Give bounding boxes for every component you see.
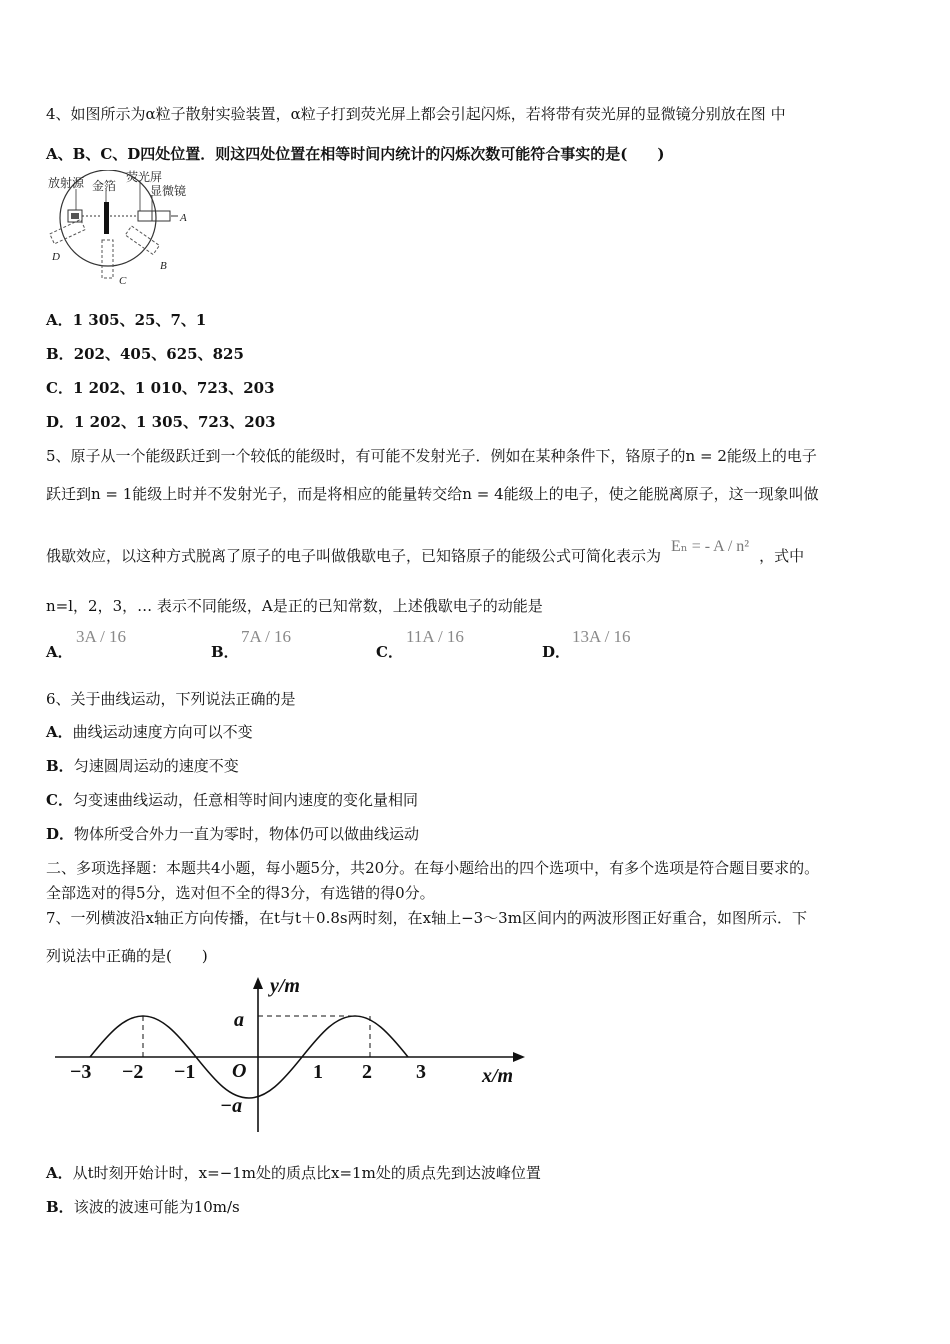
q4-option-c: C．1 202、1 010、723、203 <box>46 379 275 397</box>
y-axis-label: y/m <box>270 975 300 997</box>
q4-option-d: D．1 202、1 305、723、203 <box>46 413 276 431</box>
tick-label: −1 <box>174 1061 196 1083</box>
q5-line2: 跃迁到n = 1能级上时并不发射光子，而是将相应的能量转交给n = 4能级上的电子，使之能脱离原子，这一现象叫做 <box>46 485 819 503</box>
q7-line2: 列说法中正确的是( ) <box>46 947 208 965</box>
label-A: A <box>180 212 187 224</box>
section2-line1: 二、多项选择题：本题共4小题，每小题5分，共20分。在每小题给出的四个选项中，有多个选项是符合题目要求的。 <box>46 859 820 877</box>
energy-formula: Eₙ = - A / n² <box>671 538 750 555</box>
q4-stem-line2: A、B、C、D四处位置．则这四处位置在相等时间内统计的闪烁次数可能符合事实的是( ) <box>46 145 665 163</box>
label-C: C <box>119 275 127 287</box>
q6-option-c: C．匀变速曲线运动，任意相等时间内速度的变化量相同 <box>46 791 418 809</box>
origin-label: O <box>232 1060 247 1082</box>
tick-label: 1 <box>313 1061 323 1083</box>
label-screen: 荧光屏 <box>126 170 163 184</box>
q5-line4: n=l，2，3，… 表示不同能级，A是正的已知常数，上述俄歇电子的动能是 <box>46 597 543 615</box>
q5-option-b-letter: B． <box>211 643 239 661</box>
q5-option-a-letter: A． <box>46 643 73 661</box>
wave-graph <box>50 972 540 1137</box>
label-source: 放射源 <box>48 176 85 190</box>
x-axis-arrow-icon <box>513 1052 525 1062</box>
tick-label: −3 <box>70 1061 92 1083</box>
q5-option-a-value: 3A / 16 <box>76 627 127 646</box>
q7-option-b: B．该波的波速可能为10m/s <box>46 1198 240 1216</box>
q6-option-b: B．匀速圆周运动的速度不变 <box>46 757 239 775</box>
q5-option-d-value: 13A / 16 <box>572 627 631 646</box>
label-B: B <box>160 260 167 272</box>
amp-neg-label: −a <box>220 1095 243 1117</box>
q5-option-d-letter: D． <box>542 643 571 661</box>
tick-label: 2 <box>362 1061 372 1083</box>
q4-stem-line1: 4、如图所示为α粒子散射实验装置，α粒子打到荧光屏上都会引起闪烁，若将带有荧光屏的显微镜分别放在图 中 <box>46 105 786 123</box>
y-axis-arrow-icon <box>253 977 263 989</box>
q5-line3: 俄歇效应，以这种方式脱离了原子的电子叫做俄歇电子，已知铬原子的能级公式可简化表示为Eₙ = - A / n²，式中 <box>46 538 805 565</box>
label-foil: 金箔 <box>92 179 117 193</box>
section2-line2: 全部选对的得5分，选对但不全的得3分，有选错的得0分。 <box>46 884 435 902</box>
alpha-scattering-figure <box>40 170 210 295</box>
q7-line1: 7、一列横波沿x轴正方向传播，在t与t＋0.8s两时刻，在x轴上−3～3m区间内的两波形图正好重合，如图所示．下 <box>46 909 807 927</box>
tick-label: −2 <box>122 1061 144 1083</box>
q6-option-d: D．物体所受合外力一直为零时，物体仍可以做曲线运动 <box>46 825 420 843</box>
q6-stem: 6、关于曲线运动，下列说法正确的是 <box>46 690 296 708</box>
q4-option-b: B．202、405、625、825 <box>46 345 244 363</box>
q6-option-a: A．曲线运动速度方向可以不变 <box>46 723 253 741</box>
label-microscope: 显微镜 <box>150 184 187 198</box>
q5-option-c-letter: C． <box>376 643 403 661</box>
q5-option-c-value: 11A / 16 <box>406 627 464 646</box>
label-D: D <box>52 251 60 263</box>
q5-line1: 5、原子从一个能级跃迁到一个较低的能级时，有可能不发射光子．例如在某种条件下，铬原子的n = 2能级上的电子 <box>46 447 817 465</box>
tick-label: 3 <box>416 1061 426 1083</box>
x-axis-label: x/m <box>482 1065 514 1087</box>
q5-option-b-value: 7A / 16 <box>241 627 292 646</box>
q7-option-a: A．从t时刻开始计时，x=−1m处的质点比x=1m处的质点先到达波峰位置 <box>46 1164 541 1182</box>
q4-option-a: A．1 305、25、7、1 <box>46 311 207 329</box>
amp-pos-label: a <box>234 1009 244 1031</box>
